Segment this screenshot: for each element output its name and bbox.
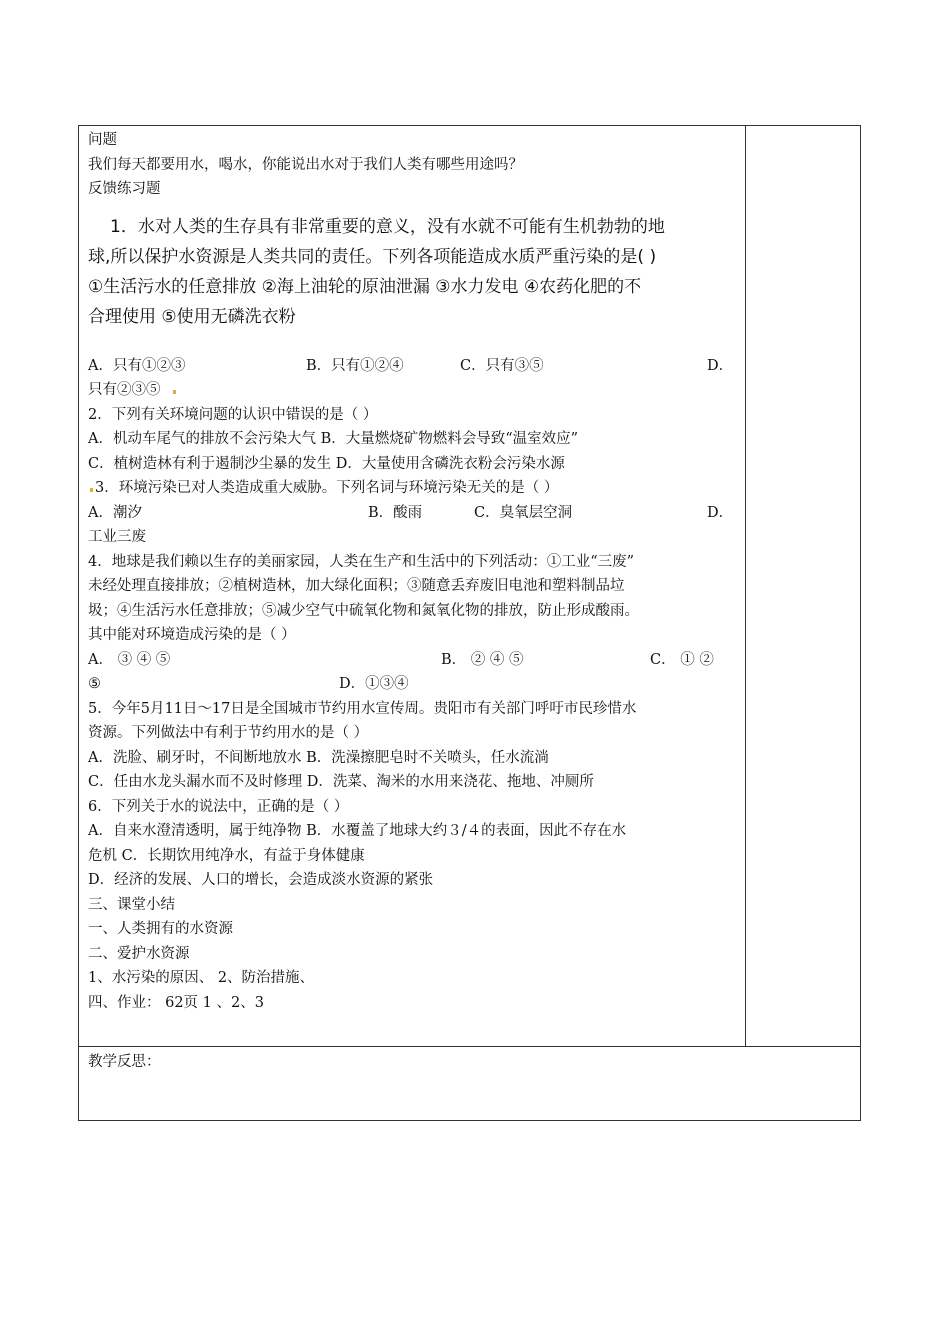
question-label: 问题 (88, 132, 117, 148)
question-text: 我们每天都要用水，喝水，你能说出水对于我们人类有哪些用途吗？ (88, 156, 523, 173)
q3-option-a: A．潮汐 (88, 504, 142, 521)
q6-line-1: A．自来水澄清透明，属于纯净物 B．水覆盖了地球大约３/４的表面，因此不存在水 (88, 823, 627, 839)
q1-option-d-label: D． (707, 357, 734, 374)
q1-option-d-row (88, 378, 740, 403)
q5-options-2: C．任由水龙头漏水而不及时修理 D．洗菜、淘米的水用来浇花、拖地、冲厕所 (88, 774, 594, 790)
q2-stem: 2．下列有关环境问题的认识中错误的是（ ） (88, 406, 378, 423)
q5-options-1: A．洗脸、刷牙时，不间断地放水 B．洗澡擦肥皂时不关喷头，任水流淌 (88, 749, 549, 766)
q4-options-row (88, 648, 740, 673)
q6-stem: 6．下列关于水的说法中，正确的是（ ） (88, 798, 349, 815)
q3-stem-row (88, 476, 740, 501)
q1-line-1: 1．水对人类的生存具有非常重要的意义，没有水就不可能有生机勃勃的地 (110, 216, 665, 237)
q3-options-row (88, 501, 740, 526)
q4-line-1: 4．地球是我们赖以生存的美丽家园，人类在生产和生活中的下列活动：①工业“三废” (88, 553, 635, 570)
homework-line: 四、作业： 62页 1 、2、3 (88, 994, 264, 1011)
reflection-label: 教学反思： (88, 1054, 161, 1070)
q4-option-d: D．①③④ (339, 676, 409, 692)
column-divider (745, 125, 746, 1047)
mark-dot (173, 390, 176, 394)
q2-options-1: A．机动车尾气的排放不会污染大气 B．大量燃烧矿物燃料会导致“温室效应” (88, 431, 579, 447)
q4-option-c-cont: ⑤ (88, 676, 101, 692)
summary-title: 三、课堂小结 (88, 896, 175, 913)
q3-option-d-label: D． (707, 504, 734, 521)
q4-option-a: A． ③ ④ ⑤ (88, 651, 171, 668)
q4-option-b: B． ② ④ ⑤ (441, 651, 524, 668)
q1-options-row (88, 354, 740, 379)
q3-option-b: B．酸雨 (368, 504, 423, 521)
q3-stem: 3．环境污染已对人类造成重大威胁。下列名词与环境污染无关的是（ ） (95, 480, 559, 496)
summary-item-2: 二、爱护水资源 (88, 945, 190, 962)
practice-label: 反馈练习题 (88, 181, 161, 197)
q4-line-4: 其中能对环境造成污染的是（ ） (88, 627, 296, 643)
q1-option-b: B．只有①②④ (306, 357, 404, 374)
mark-dot (90, 488, 93, 492)
q1-option-d-text: 只有②③⑤ (88, 382, 161, 398)
q4-option-c: C． ① ② (650, 651, 714, 668)
q6-line-2: 危机 C．长期饮用纯净水，有益于身体健康 (88, 847, 365, 864)
q1-line-3: ①生活污水的任意排放 ②海上油轮的原油泄漏 ③水力发电 ④农药化肥的不 (88, 276, 642, 297)
q5-line-1: 5．今年5月11日～17日是全国城市节约用水宣传周。贵阳市有关部门呼吁市民珍惜水 (88, 700, 637, 717)
q6-line-3: D．经济的发展、人口的增长，会造成淡水资源的紧张 (88, 872, 434, 888)
q3-option-d-text: 工业三废 (88, 529, 146, 545)
summary-item-3: 1、水污染的原因、 2、防治措施、 (88, 970, 315, 986)
q1-line-4: 合理使用 ⑤使用无磷洗衣粉 (88, 306, 296, 327)
q1-option-a: A．只有①②③ (88, 357, 186, 374)
row-divider (78, 1046, 861, 1047)
q2-options-2: C．植树造林有利于遏制沙尘暴的发生 D．大量使用含磷洗衣粉会污染水源 (88, 455, 565, 472)
q1-line-2: 球,所以保护水资源是人类共同的责任。下列各项能造成水质严重污染的是( ) (88, 246, 657, 267)
question-1-stem (88, 212, 740, 332)
q4-line-3: 圾；④生活污水任意排放；⑤减少空气中硫氧化物和氮氧化物的排放，防止形成酸雨。 (88, 602, 639, 619)
q5-line-2: 资源。下列做法中有利于节约用水的是（ ） (88, 725, 369, 741)
lesson-content (88, 128, 740, 1015)
q1-option-c: C．只有③⑤ (460, 357, 544, 374)
q3-option-c: C．臭氧层空洞 (474, 504, 573, 521)
q4-options-row-2 (88, 672, 740, 697)
summary-item-1: 一、人类拥有的水资源 (88, 921, 233, 937)
q4-line-2: 未经处理直接排放；②植树造林，加大绿化面积；③随意丢弃废旧电池和塑料制品垃 (88, 578, 625, 594)
